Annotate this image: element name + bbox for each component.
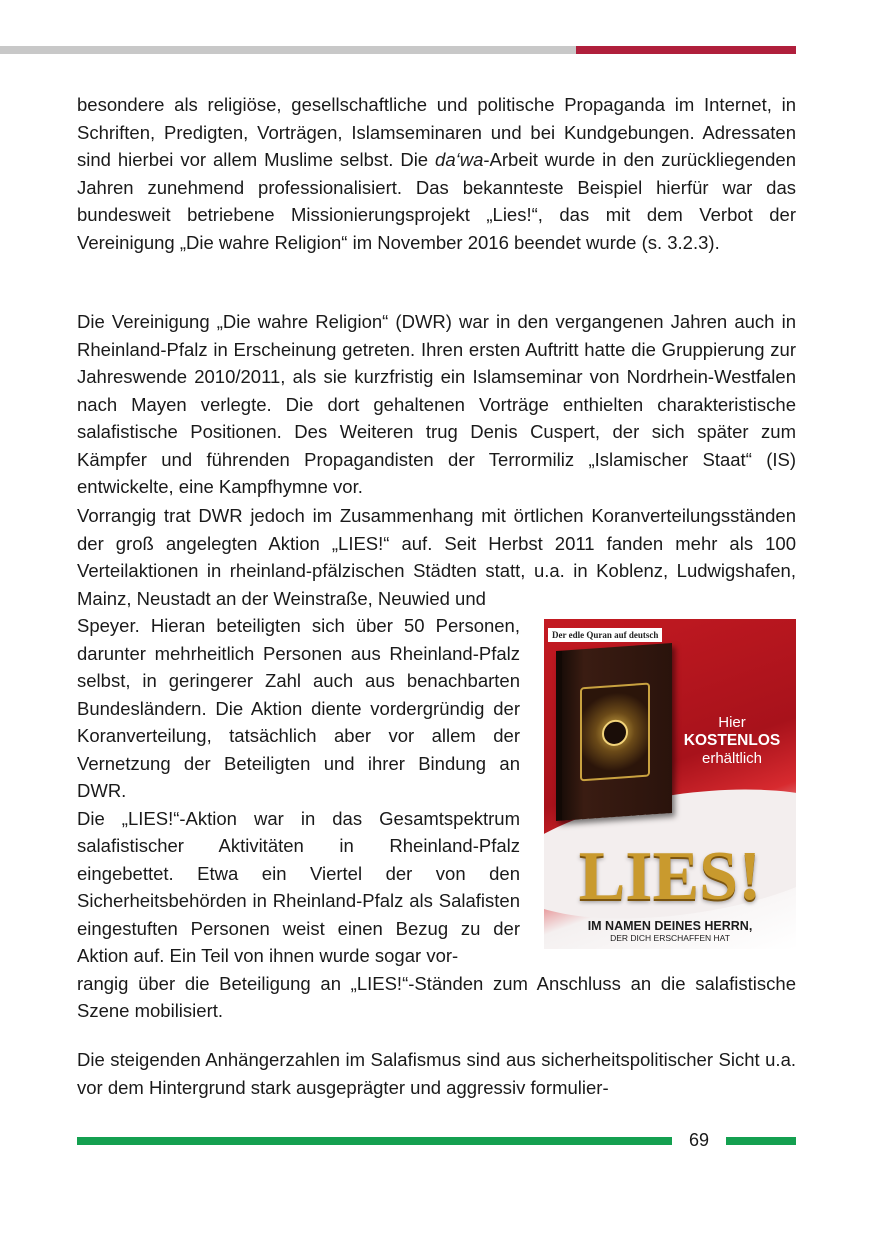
paragraph-text: rangig über die Beteiligung an „LIES!“-Ständen zum Anschluss an die salafistische Szene mobilisiert. — [77, 972, 796, 1021]
paragraph-text: Vorrangig trat DWR jedoch im Zusammenhang mit örtlichen Koranverteilungsständen der groß angelegten Aktion „LIES!“ auf. Seit Herbst 2011 fanden mehr als 100 Verteilaktionen in rheinland-pfälzischen Städten statt, u.a. in Koblenz, Ludwigshafen, Mainz, Neustadt an der Weinstraße, Neuwied und — [77, 505, 796, 609]
cover-hier-text: Hier — [718, 714, 746, 731]
footer-bar — [77, 1137, 672, 1145]
book-medallion — [602, 719, 628, 747]
header-bar-accent — [576, 46, 796, 54]
paragraph-lies-action — [77, 502, 796, 612]
float-text-column — [77, 612, 520, 970]
paragraph-text: besondere als religiöse, gesellschaftliche und politische Propaganda im Internet, in Schriften, Predigten, Vorträgen, Islamseminaren und bei Kundgebungen. Adressaten sind hierbei vor allem Muslime selbst. Die — [77, 94, 796, 170]
page-number: 69 — [688, 1130, 710, 1150]
paragraph-salafism — [77, 1046, 796, 1101]
paragraph-dwr — [77, 308, 796, 501]
cover-free-offer — [668, 714, 796, 768]
quran-book-icon — [556, 643, 672, 821]
paragraph-text: Die „LIES!“-Aktion war in das Gesamtspektrum salafistischer Aktivitäten in Rheinland-Pfalz eingebettet. Etwa ein Viertel der von den Sicherheitsbehörden in Rheinland-Pfalz als Salafisten eingestuften Personen weist einen Bezug zu der Aktion auf. Ein Teil von ihnen wurde sogar vor- — [77, 807, 520, 966]
cover-subtitle-small: DER DICH ERSCHAFFEN HAT — [610, 933, 730, 943]
paragraph-text: -Arbeit wurde in den zurückliegenden Jahren zunehmend professionalisiert. Das bekannteste Beispiel hierfür war das bundesweit betriebene Missionierungsprojekt „Lies!“, das mit dem Verbot der Vereinigung „Die wahre Religion“ im November 2016 beendet wurde (s. 3.2.3). — [77, 149, 796, 253]
lies-book-cover-image — [544, 619, 796, 949]
italic-term: da‘wa — [435, 149, 484, 170]
paragraph-text: Die steigenden Anhängerzahlen im Salafismus sind aus sicherheitspolitischer Sicht u.a. vor dem Hintergrund stark ausgeprägter und aggressiv formulier- — [77, 1049, 796, 1098]
cover-kostenlos-text: KOSTENLOS — [683, 732, 781, 749]
footer-bar-right — [726, 1137, 796, 1145]
paragraph-text: Die Vereinigung „Die wahre Religion“ (DWR) war in den vergangenen Jahren auch in Rheinland-Pfalz in Erscheinung getreten. Ihren ersten Auftritt hatte die Gruppierung zur Jahreswende 2010/2011, als sie kurzfristig ein Islamseminar von Nordrhein-Westfalen nach Mayen verlegte. Die dort gehaltenen Vorträge enthielten charakteristische salafistische Positionen. Des Weiteren trug Denis Cuspert, der sich später zum Kämpfer und führenden Propagandisten der Terrormiliz „Islamischer Staat“ (IS) entwickelte, eine Kampfhymne vor. — [77, 311, 796, 497]
book-ornament — [580, 682, 650, 781]
paragraph-text: Speyer. Hieran beteiligten sich über 50 Personen, darunter mehrheitlich Personen aus Rheinland-Pfalz selbst, in geringerer Zahl auch aus benachbarten Bundesländern. Die Aktion diente vordergründig der Koranverteilung, tatsächlich aber vor allem der Vernetzung der Beteiligten und ihrer Bindung an DWR. — [77, 615, 520, 801]
cover-subtitle: IM NAMEN DEINES HERRN, — [587, 919, 753, 933]
cover-erhaeltlich-text: erhältlich — [701, 750, 763, 767]
cover-top-label: Der edle Quran auf deutsch — [548, 628, 662, 642]
cover-title: LIES! — [578, 838, 762, 915]
paragraph-dawa — [77, 91, 796, 256]
header-bar-gray — [0, 46, 576, 54]
